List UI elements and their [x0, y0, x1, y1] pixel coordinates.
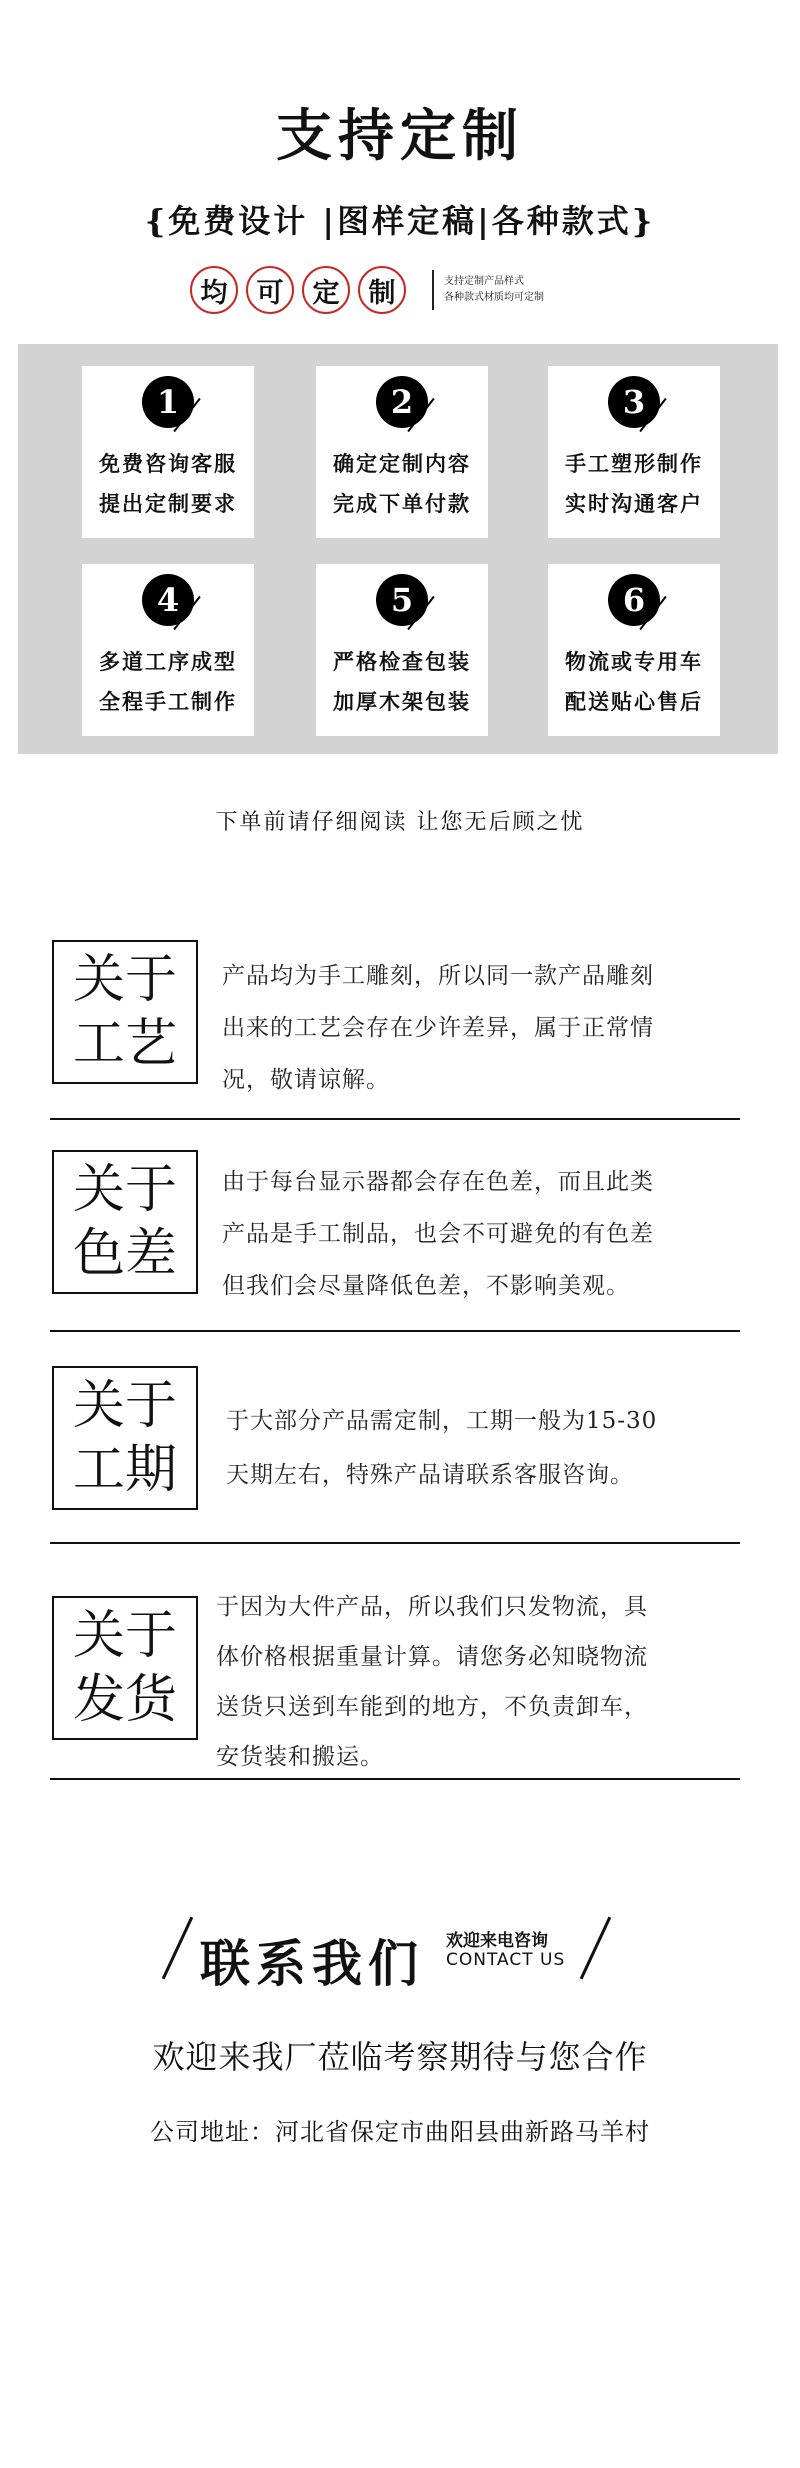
step-card-2	[316, 366, 488, 538]
about-label-box	[52, 1366, 198, 1510]
step-text: 手工塑形制作	[565, 451, 703, 476]
about-label: 色差	[72, 1224, 177, 1284]
company-address: 公司地址：河北省保定市曲阳县曲新路马羊村	[150, 2118, 650, 2146]
step-text: 完成下单付款	[333, 491, 471, 516]
step-number-badge: 3	[608, 376, 660, 428]
page-subtitle: {免费设计 |图样定稿|各种款式}	[144, 202, 656, 240]
about-text-line: 送货只送到车能到的地方，不负责卸车，	[216, 1694, 648, 1720]
step-card-6	[548, 564, 720, 736]
step-text: 提出定制要求	[99, 491, 237, 516]
about-label: 工艺	[72, 1014, 177, 1074]
about-schedule-text	[226, 1394, 657, 1502]
about-label-box	[52, 1596, 198, 1740]
about-text-line: 产品是手工制品，也会不可避免的有色差	[222, 1221, 654, 1247]
about-text-line: 况，敬请谅解。	[222, 1067, 390, 1093]
about-label: 发货	[72, 1670, 177, 1730]
section-divider	[50, 1118, 740, 1120]
slash-decoration	[162, 1917, 193, 1980]
step-text: 免费咨询客服	[99, 451, 237, 476]
step-number-badge: 5	[376, 574, 428, 626]
step-card-3	[548, 366, 720, 538]
about-text-line: 天期左右，特殊产品请联系客服咨询。	[226, 1462, 634, 1488]
step-card-5	[316, 564, 488, 736]
about-text-line: 于因为大件产品，所以我们只发物流，具	[216, 1594, 648, 1620]
about-label: 关于	[72, 1376, 177, 1436]
about-text-line: 产品均为手工雕刻，所以同一款产品雕刻	[222, 963, 654, 989]
custom-stamps	[190, 262, 544, 318]
section-divider	[50, 1542, 740, 1544]
stamp-note-line: 支持定制产品样式	[444, 276, 524, 287]
stamp-char: 均	[190, 266, 238, 314]
about-text-line: 于大部分产品需定制，工期一般为15-30	[226, 1408, 658, 1434]
about-label: 关于	[72, 1606, 177, 1666]
stamp-char: 可	[246, 266, 294, 314]
step-text: 配送贴心售后	[565, 689, 703, 714]
step-number-badge: 2	[376, 376, 428, 428]
step-text: 全程手工制作	[99, 689, 237, 714]
about-label-box	[52, 1150, 198, 1294]
step-text: 物流或专用车	[565, 649, 703, 674]
stamp-notes	[444, 274, 544, 306]
about-text-line: 体价格根据重量计算。请您务必知晓物流	[216, 1644, 648, 1670]
step-text: 确定定制内容	[333, 451, 471, 476]
process-steps-panel	[18, 344, 778, 754]
about-label-box	[52, 940, 198, 1084]
contact-subtitle: 欢迎来电咨询	[446, 1931, 548, 1951]
stamp-char: 制	[358, 266, 406, 314]
step-text: 实时沟通客户	[565, 491, 703, 516]
contact-subtitle-en: CONTACT US	[446, 1950, 566, 1970]
reading-notice: 下单前请仔细阅读 让您无后顾之忧	[215, 810, 585, 835]
step-text: 严格检查包装	[333, 649, 471, 674]
step-text: 多道工序成型	[99, 649, 237, 674]
about-text-line: 安货装和搬运。	[216, 1744, 384, 1770]
slash-decoration	[580, 1917, 611, 1980]
step-card-4	[82, 564, 254, 736]
page-title: 支持定制	[276, 103, 524, 169]
step-number-badge: 6	[608, 574, 660, 626]
about-label: 关于	[72, 1160, 177, 1220]
about-text-line: 由于每台显示器都会存在色差，而且此类	[222, 1169, 654, 1195]
step-number-badge: 1	[142, 376, 194, 428]
stamp-note-line: 各种款式材质均可定制	[444, 292, 544, 303]
welcome-message: 欢迎来我厂莅临考察期待与您合作	[152, 2038, 648, 2076]
about-color-text	[222, 1156, 654, 1312]
about-text-line: 但我们会尽量降低色差，不影响美观。	[222, 1273, 630, 1299]
step-card-1	[82, 366, 254, 538]
about-label: 关于	[72, 950, 177, 1010]
about-shipping-text	[216, 1582, 648, 1782]
step-number-badge: 4	[142, 574, 194, 626]
about-label: 工期	[72, 1440, 177, 1500]
step-text: 加厚木架包装	[333, 689, 471, 714]
section-divider	[50, 1330, 740, 1332]
about-text-line: 出来的工艺会存在少许差异，属于正常情	[222, 1015, 654, 1041]
stamp-char: 定	[302, 266, 350, 314]
contact-title: 联系我们	[200, 1935, 424, 1993]
stamp-divider	[432, 270, 434, 310]
section-divider	[50, 1778, 740, 1780]
about-craft-text	[222, 950, 654, 1106]
